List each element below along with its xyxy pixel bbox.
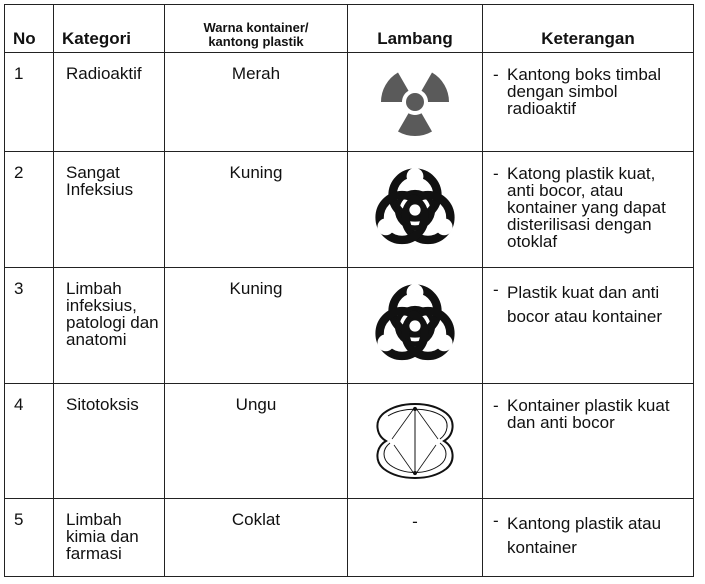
row-warna: Coklat [165,499,348,577]
table-row [5,152,694,268]
keterangan-dash: - [493,280,499,299]
row-lambang [348,53,483,152]
row-kategori: Limbah infeksius, patologi dan anatomi [54,268,165,384]
row-keterangan [483,152,694,268]
biohazard-hub [409,320,420,331]
radioactive-blade [381,73,409,102]
header-warna-line1: Warna kontainer/ [203,20,309,35]
row-kategori: Sitotoksis [54,384,165,499]
radioactive-icon [365,66,465,138]
keterangan-text: Kantong boks timbal dengan simbol radioaktif [507,65,662,118]
biohazard-gap [377,334,394,351]
row-lambang [348,268,483,384]
radioactive-blade [398,113,432,136]
row-warna: Merah [165,53,348,152]
row-warna: Kuning [165,152,348,268]
keterangan-text: Kantong plastik atau kontainer [507,514,662,557]
biohazard-gap [407,283,424,300]
keterangan-text: Kontainer plastik kuat dan anti bocor [507,396,670,432]
header-warna-line2: kantong plastik [208,34,304,49]
row-lambang [348,152,483,268]
keterangan-text: Katong plastik kuat, anti bocor, atau kontainer yang dapat disterilisasi dengan otoklaf [507,164,666,251]
row-number: 5 [5,499,54,577]
biohazard-gap [377,218,394,235]
table-row [5,384,694,499]
keterangan-dash: - [493,511,499,530]
biohazard-icon [367,167,463,253]
header-row [5,5,694,53]
header-warna [165,5,348,53]
table-row [5,499,694,577]
row-lambang [348,384,483,499]
row-keterangan [483,268,694,384]
row-lambang: - [348,499,483,577]
row-number: 2 [5,152,54,268]
table-row [5,268,694,384]
row-kategori: Radioaktif [54,53,165,152]
row-kategori: Sangat Infeksius [54,152,165,268]
row-keterangan [483,53,694,152]
table-row [5,53,694,152]
biohazard-icon [367,283,463,369]
row-kategori: Limbah kimia dan farmasi [54,499,165,577]
row-number: 4 [5,384,54,499]
row-number: 3 [5,268,54,384]
row-number: 1 [5,53,54,152]
keterangan-text: Plastik kuat dan anti bocor atau kontainer [507,283,662,326]
keterangan-dash: - [493,396,499,415]
waste-table-container [4,4,694,577]
biohazard-gap [436,334,453,351]
biohazard-gap [436,218,453,235]
row-warna: Kuning [165,268,348,384]
biohazard-gap [407,167,424,184]
keterangan-dash: - [493,164,499,183]
biohazard-hub [409,204,420,215]
header-lambang: Lambang [348,5,483,53]
waste-category-table [4,4,694,577]
row-warna: Ungu [165,384,348,499]
keterangan-dash: - [493,65,499,84]
row-keterangan [483,499,694,577]
header-keterangan: Keterangan [483,5,694,53]
header-no: No [5,5,54,53]
radioactive-center [406,93,424,111]
cytotoxic-icon [370,399,460,483]
radioactive-blade [422,73,450,102]
header-kategori: Kategori [54,5,165,53]
row-keterangan [483,384,694,499]
